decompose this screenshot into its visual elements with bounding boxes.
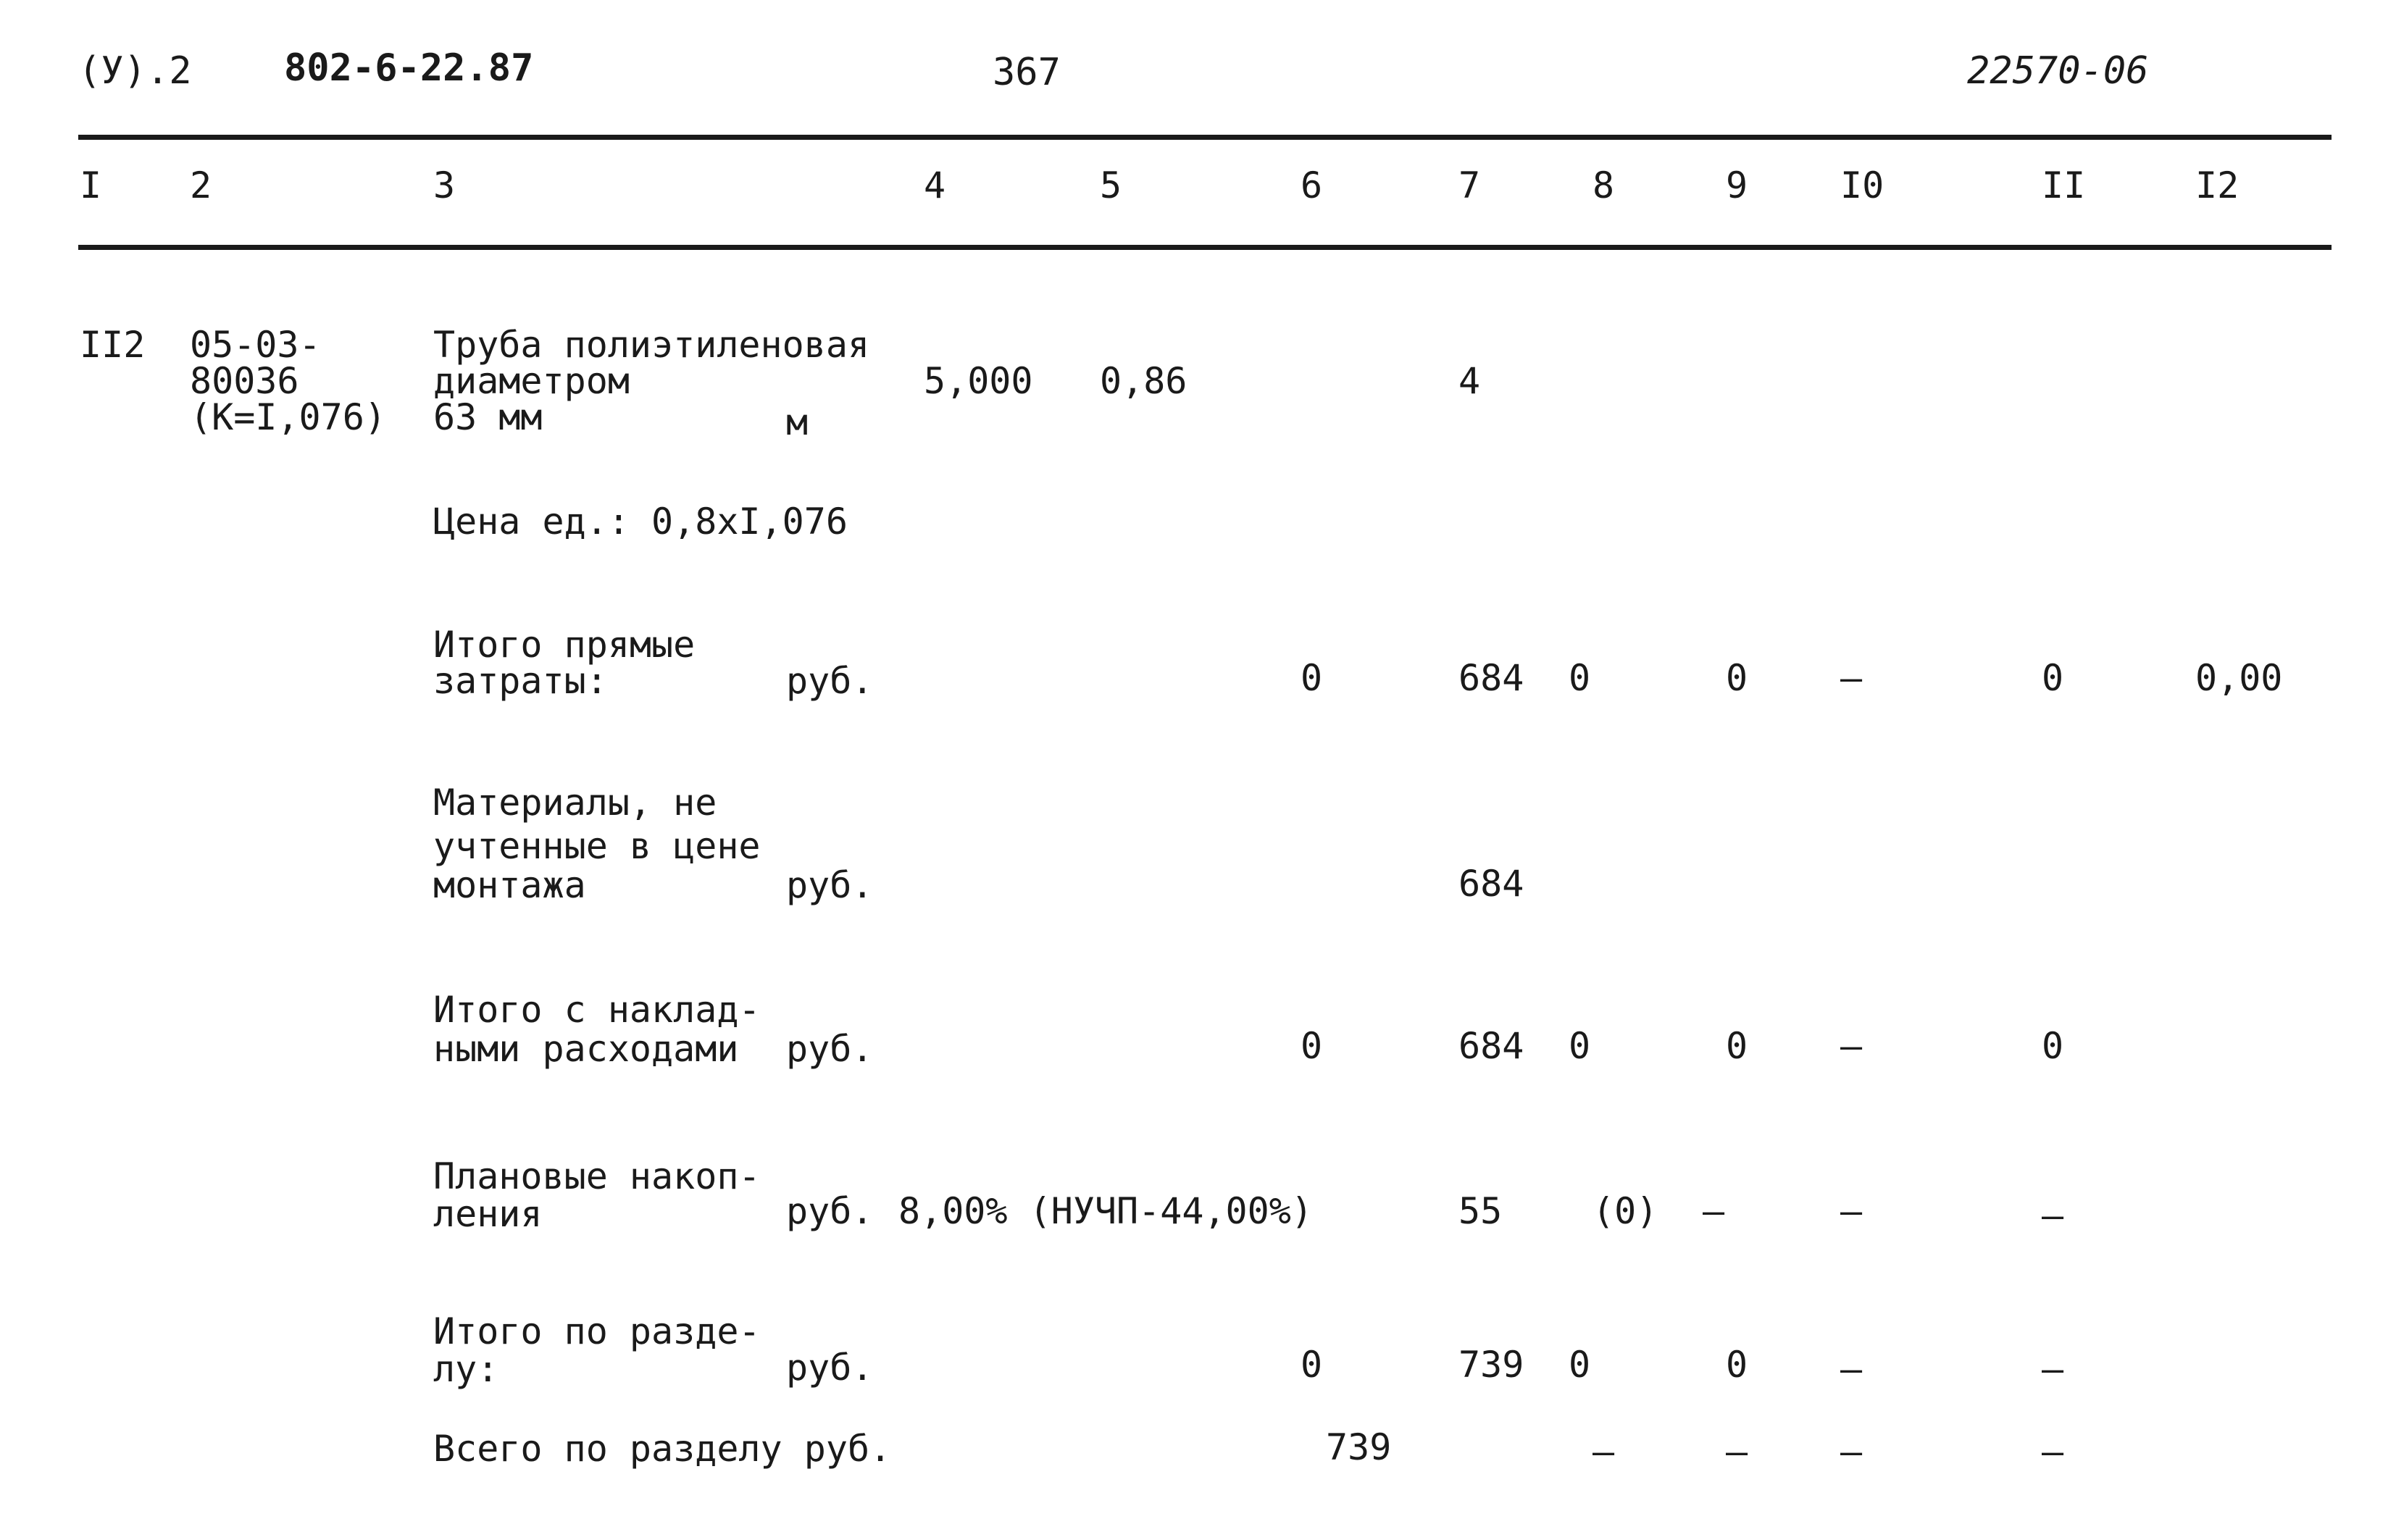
- cell: 684: [1458, 1025, 1524, 1067]
- cell: 0: [2042, 657, 2064, 699]
- item-code: 80036: [190, 360, 299, 402]
- row-unit: руб.: [786, 660, 874, 702]
- item-number: II2: [80, 324, 146, 366]
- cell: 684: [1458, 657, 1524, 699]
- cell: (0): [1593, 1190, 1658, 1232]
- cell: 739: [1458, 1344, 1524, 1386]
- cell: 0: [2042, 1025, 2064, 1067]
- cell: 0: [1301, 1025, 1323, 1067]
- header-rule: [78, 245, 2332, 250]
- column-header: 7: [1458, 164, 1481, 206]
- column-header: 6: [1301, 164, 1323, 206]
- row-label: Итого по разде-: [433, 1310, 761, 1352]
- price-note: Цена ед.: 0,8хI,076: [433, 501, 848, 543]
- row-unit: руб.: [786, 864, 874, 906]
- total-value: 739: [1326, 1426, 1392, 1468]
- item-code: (К=I,076): [190, 396, 386, 438]
- item-unit: м: [786, 401, 809, 443]
- item-cost: 4: [1458, 360, 1481, 402]
- row-unit: руб.: [786, 1190, 874, 1232]
- item-name: Труба полиэтиленовая: [433, 324, 870, 366]
- cell: –: [1593, 1431, 1615, 1473]
- row-label: лу:: [433, 1348, 499, 1390]
- column-header: 3: [433, 164, 456, 206]
- row-label: затраты:: [433, 660, 608, 702]
- column-header: 4: [924, 164, 946, 206]
- column-header: 8: [1593, 164, 1615, 206]
- row-label: ления: [433, 1193, 543, 1235]
- row-unit: руб.: [786, 1028, 874, 1070]
- column-header: 5: [1100, 164, 1122, 206]
- cell: 0: [1301, 657, 1323, 699]
- cell: –: [2042, 1194, 2064, 1236]
- row-label: ными расходами: [433, 1028, 739, 1070]
- cell: –: [1840, 1431, 1863, 1473]
- row-unit: руб.: [786, 1347, 874, 1389]
- cell: –: [2042, 1431, 2064, 1473]
- cell: 0: [1569, 657, 1591, 699]
- item-code: 05-03-: [190, 324, 321, 366]
- page-number: 367: [993, 51, 1061, 94]
- column-header: I0: [1840, 164, 1884, 206]
- cell: 0: [1726, 657, 1748, 699]
- row-label: монтажа: [433, 864, 586, 906]
- row-note: 8,00% (НУЧП-44,00%): [898, 1190, 1313, 1232]
- cell: –: [1703, 1190, 1725, 1232]
- row-label: Итого с наклад-: [433, 989, 761, 1031]
- cell: 0: [1569, 1344, 1591, 1386]
- cell: –: [1726, 1431, 1748, 1473]
- column-header: II: [2042, 164, 2086, 206]
- item-name: 63 мм: [433, 396, 543, 438]
- cell: –: [1840, 657, 1863, 699]
- section-label: (У).2: [78, 49, 192, 93]
- cell: 0: [1301, 1344, 1323, 1386]
- item-quantity: 5,000: [924, 360, 1033, 402]
- cell: 55: [1458, 1190, 1503, 1232]
- row-label: учтенные в цене: [433, 825, 761, 867]
- row-label: Итого прямые: [433, 624, 696, 666]
- item-unit-price: 0,86: [1100, 360, 1187, 402]
- cell: 684: [1458, 863, 1524, 905]
- column-header: I: [80, 164, 102, 206]
- total-label: Всего по разделу руб.: [433, 1428, 892, 1470]
- column-header: I2: [2195, 164, 2240, 206]
- cell: 0: [1726, 1025, 1748, 1067]
- cell: 0: [1726, 1344, 1748, 1386]
- column-header: 9: [1726, 164, 1748, 206]
- reference-number: 22570-06: [1967, 49, 2149, 93]
- cell: 0: [1569, 1025, 1591, 1067]
- row-label: Материалы, не: [433, 782, 717, 824]
- column-header: 2: [190, 164, 212, 206]
- cell: 0,00: [2195, 657, 2283, 699]
- row-label: Плановые накоп-: [433, 1155, 761, 1197]
- top-rule: [78, 135, 2332, 140]
- item-name: диаметром: [433, 360, 630, 402]
- cell: –: [2042, 1348, 2064, 1390]
- cell: –: [1840, 1190, 1863, 1232]
- cell: –: [1840, 1348, 1863, 1390]
- cell: –: [1840, 1025, 1863, 1067]
- document-code: 802-6-22.87: [284, 46, 534, 90]
